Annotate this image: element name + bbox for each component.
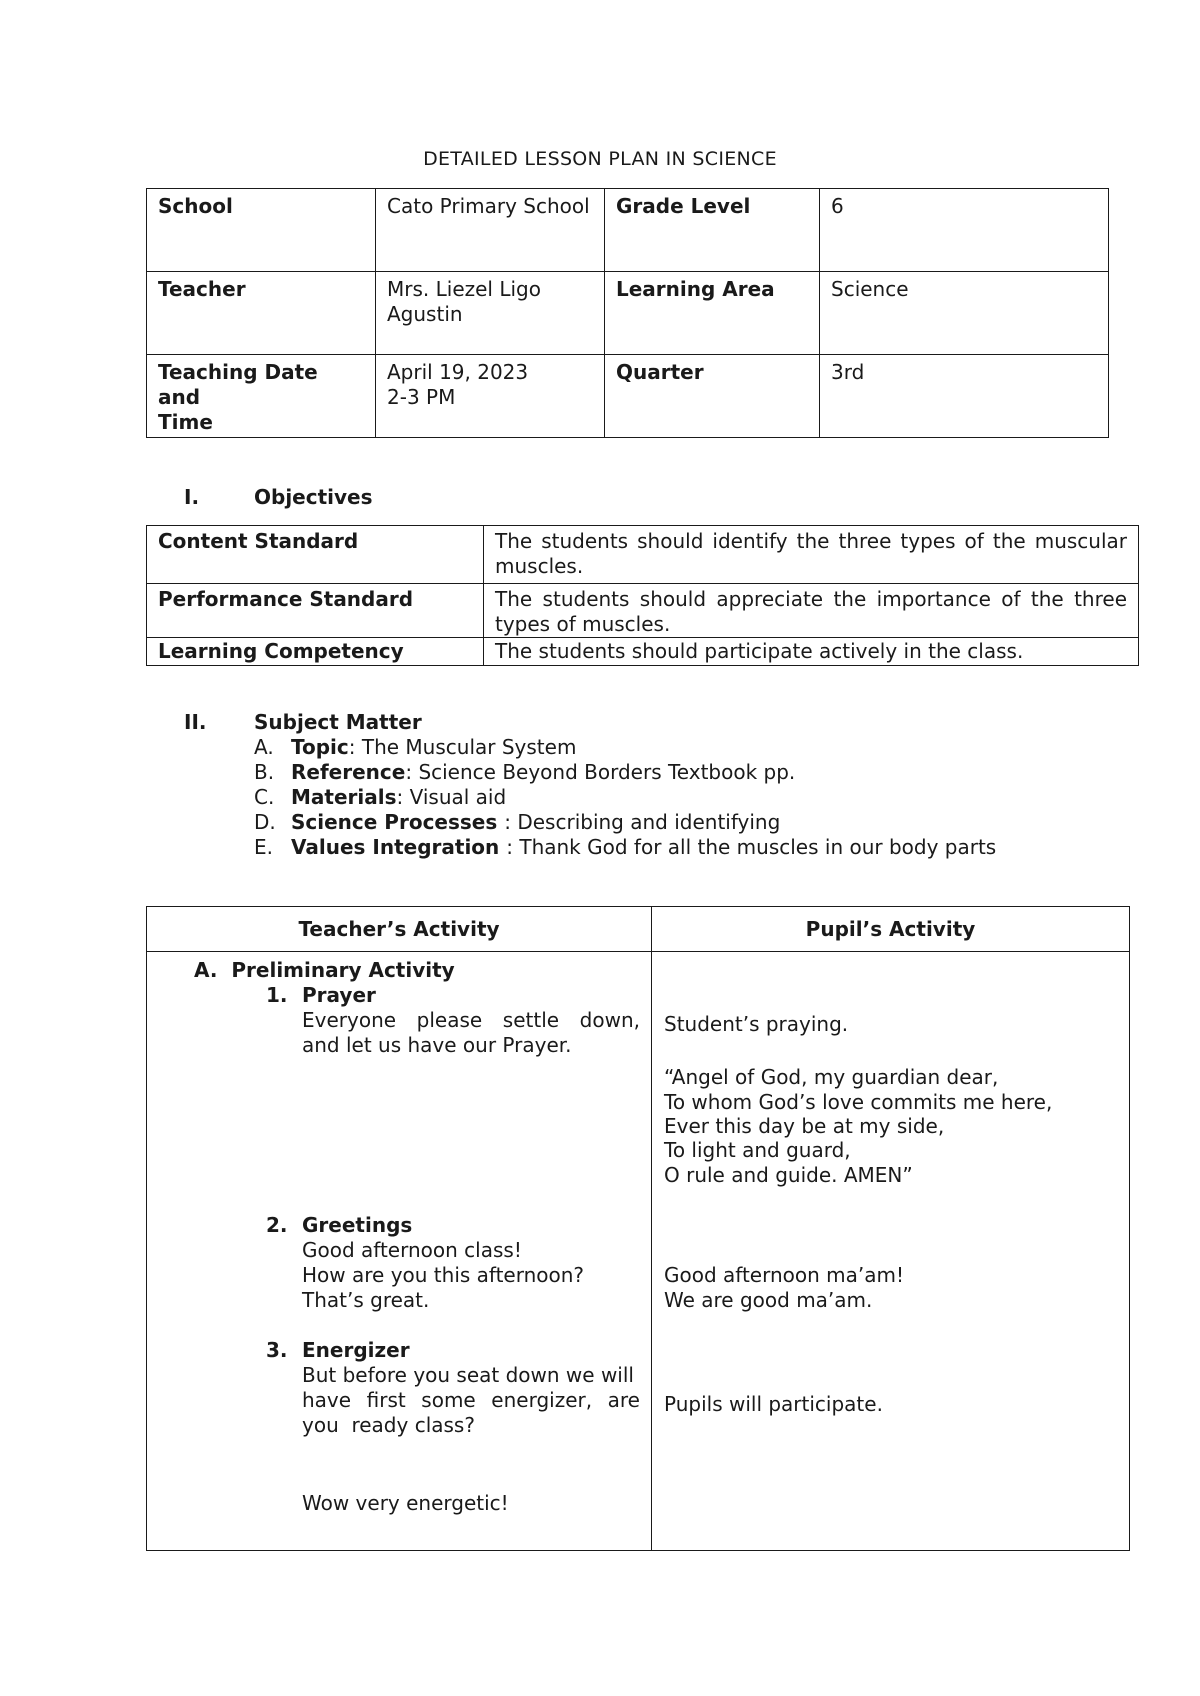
prayer-text-line1: Everyone please settle down, xyxy=(302,1008,640,1032)
area-label: Learning Area xyxy=(616,277,775,301)
list-item: A. Topic: The Muscular System xyxy=(254,735,577,759)
subject-matter-heading xyxy=(184,710,422,735)
content-standard-value: The students should identify the three types of the muscular muscles. xyxy=(495,529,1127,578)
greetings-title: Greetings xyxy=(302,1213,413,1237)
subject-title: Subject Matter xyxy=(254,710,422,734)
grade-value: 6 xyxy=(831,194,844,218)
pupil-activity-header: Pupil’s Activity xyxy=(652,907,1130,952)
objectives-row xyxy=(147,638,1139,666)
prayer-poem-line2: To whom God’s love commits me here, xyxy=(664,1090,1053,1114)
subject-number: II. xyxy=(184,710,207,734)
list-item: E. Values Integration : Thank God for all the muscles in our body parts xyxy=(254,835,997,859)
performance-standard-value: The students should appreciate the importance of the three types of muscles. xyxy=(495,587,1127,636)
teacher-value-line1: Mrs. Liezel Ligo xyxy=(387,277,541,301)
energizer-number: 3. xyxy=(266,1338,288,1362)
energizer-line1: But before you seat down we will xyxy=(302,1363,634,1387)
energizer-line2: have first some energizer, are xyxy=(302,1388,640,1412)
quarter-value: 3rd xyxy=(831,360,865,384)
info-row-teacher xyxy=(147,272,1109,355)
school-label: School xyxy=(158,194,233,218)
prayer-poem-line4: To light and guard, xyxy=(664,1138,851,1162)
activity-body-row xyxy=(147,952,1130,1551)
energizer-title: Energizer xyxy=(302,1338,410,1362)
objectives-number: I. xyxy=(184,485,200,509)
pupil-activity-cell xyxy=(652,952,1130,1551)
prayer-poem-line5: O rule and guide. AMEN” xyxy=(664,1163,913,1187)
prayer-poem-line1: “Angel of God, my guardian dear, xyxy=(664,1065,999,1089)
activity-header-row xyxy=(147,907,1130,952)
objectives-row xyxy=(147,526,1139,584)
teacher-activity-header: Teacher’s Activity xyxy=(147,907,652,952)
teacher-label: Teacher xyxy=(158,277,246,301)
content-standard-label: Content Standard xyxy=(158,529,359,553)
subject-matter-list xyxy=(254,735,996,860)
info-table xyxy=(146,188,1109,438)
pupil-praying-text: Student’s praying. xyxy=(664,1012,849,1036)
prayer-title: Prayer xyxy=(302,983,376,1007)
prayer-text-line2: and let us have our Prayer. xyxy=(302,1033,572,1057)
list-item: B. Reference: Science Beyond Borders Textbook pp. xyxy=(254,760,796,784)
objectives-heading xyxy=(184,485,373,510)
list-item: D. Science Processes : Describing and identifying xyxy=(254,810,781,834)
date-value-line1: April 19, 2023 xyxy=(387,360,529,384)
activity-table xyxy=(146,906,1130,1551)
teacher-value-line2: Agustin xyxy=(387,302,463,326)
greetings-line3: That’s great. xyxy=(302,1288,430,1312)
objectives-table xyxy=(146,525,1139,666)
objectives-row xyxy=(147,584,1139,638)
prayer-poem-line3: Ever this day be at my side, xyxy=(664,1114,945,1138)
pupil-greeting-line1: Good afternoon ma’am! xyxy=(664,1263,905,1287)
pupil-energizer-text: Pupils will participate. xyxy=(664,1392,883,1416)
prayer-number: 1. xyxy=(266,983,288,1007)
list-item: C. Materials: Visual aid xyxy=(254,785,507,809)
info-row-date xyxy=(147,355,1109,438)
energizer-line3: you ready class? xyxy=(302,1413,475,1437)
energizer-line4: Wow very energetic! xyxy=(302,1491,509,1515)
date-label-line1: Teaching Date and xyxy=(158,360,318,409)
date-value-line2: 2-3 PM xyxy=(387,385,456,409)
info-row-school xyxy=(147,189,1109,272)
learning-competency-value: The students should participate actively in the class. xyxy=(495,639,1024,663)
school-value: Cato Primary School xyxy=(387,194,590,218)
quarter-label: Quarter xyxy=(616,360,704,384)
preliminary-activity-label: A. Preliminary Activity xyxy=(194,958,455,982)
pupil-greeting-line2: We are good ma’am. xyxy=(664,1288,873,1312)
date-label-line2: Time xyxy=(158,410,213,434)
document-title: DETAILED LESSON PLAN IN SCIENCE xyxy=(423,148,777,170)
greetings-line1: Good afternoon class! xyxy=(302,1238,522,1262)
greetings-number: 2. xyxy=(266,1213,288,1237)
area-value: Science xyxy=(831,277,909,301)
learning-competency-label: Learning Competency xyxy=(158,639,404,663)
grade-label: Grade Level xyxy=(616,194,751,218)
objectives-title: Objectives xyxy=(254,485,373,509)
greetings-line2: How are you this afternoon? xyxy=(302,1263,585,1287)
teacher-activity-cell xyxy=(147,952,652,1551)
performance-standard-label: Performance Standard xyxy=(158,587,414,611)
